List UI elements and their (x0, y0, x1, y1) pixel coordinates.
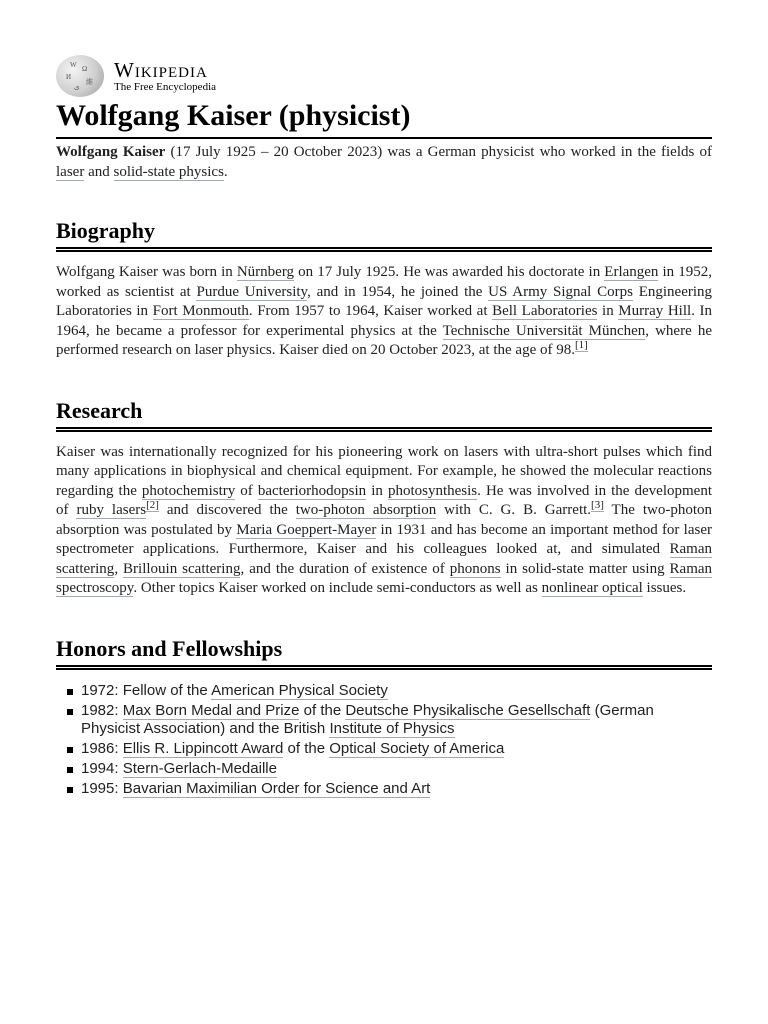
link-murray-hill[interactable]: Murray Hill (618, 303, 692, 319)
globe-glyph: 維 (86, 78, 93, 86)
research-paragraph (56, 443, 712, 599)
link-phonons[interactable]: phonons (449, 560, 501, 577)
honor-text: (German Physicist Association) and the British (81, 701, 654, 737)
honor-text: of the (299, 701, 346, 719)
subject-name: Wolfgang Kaiser (56, 144, 166, 160)
site-brand[interactable] (114, 57, 217, 93)
research-text: in (366, 482, 388, 499)
ref-link-3[interactable]: [3] (591, 499, 604, 511)
site-wordmark: Wikipedia (114, 57, 208, 82)
honors-list (56, 682, 712, 798)
reference-3 (591, 499, 604, 512)
research-text: . Other topics Kaiser worked on include semi-conductors as well as (133, 580, 542, 596)
bio-text: in 1952, worked as scientist at (56, 264, 712, 300)
bio-text: on 17 July 1925. He was awarded his doctorate in (294, 264, 605, 280)
research-text: Kaiser was internationally recognized for his pioneering work on lasers with ultra-short pulses which find many applications in biophysical and chemical equipment. For example, he showed the molecular reactions regarding the (56, 443, 712, 499)
site-tagline: The Free Encyclopedia (114, 80, 217, 93)
list-item (81, 740, 712, 758)
page-title: Wolfgang Kaiser (physicist) (56, 98, 712, 139)
link-two-photon-absorption[interactable]: two-photon absorption (295, 502, 437, 518)
link-erlangen[interactable]: Erlangen (604, 264, 659, 280)
link-lippincott-award[interactable]: Ellis R. Lippincott Award (122, 739, 284, 757)
biography-paragraph (56, 263, 712, 361)
globe-glyph: Ω (82, 65, 88, 73)
ref-link-2[interactable]: [2] (146, 499, 159, 511)
link-raman-spectroscopy[interactable]: Raman spectroscopy (56, 560, 713, 596)
globe-glyph: И (66, 73, 72, 81)
link-bavarian-maximilian-order[interactable]: Bavarian Maximilian Order for Science and Art (122, 779, 431, 797)
link-tu-munchen[interactable]: Technische Universität München (442, 322, 646, 339)
list-item (81, 702, 712, 738)
link-ruby-lasers[interactable]: ruby lasers (76, 502, 147, 518)
link-raman-scattering[interactable]: Raman scattering (56, 541, 712, 577)
globe-glyph: W (70, 61, 77, 69)
link-photochemistry[interactable]: photochemistry (141, 482, 236, 499)
link-fort-monmouth[interactable]: Fort Monmouth (152, 303, 249, 319)
lead-text: (17 July 1925 – 20 October 2023) was a German physicist who worked in the fields of (165, 144, 712, 160)
link-brillouin-scattering[interactable]: Brillouin scattering (123, 560, 241, 577)
lead-text: and (84, 163, 114, 180)
wikipedia-globe-logo-icon[interactable] (56, 55, 104, 97)
bio-text: . From 1957 to 1964, Kaiser worked at (248, 303, 493, 319)
reference-2 (146, 499, 159, 512)
research-text: , and the duration of existence of (240, 560, 450, 577)
list-item (81, 682, 712, 700)
bio-text: , and in 1954, he joined the (307, 283, 489, 300)
research-text: and discovered the (158, 502, 296, 518)
globe-glyph: ی (74, 83, 80, 91)
link-bacteriorhodopsin[interactable]: bacteriorhodopsin (257, 482, 367, 499)
link-bell-laboratories[interactable]: Bell Laboratories (492, 303, 598, 319)
bio-text: , where he performed research on laser physics. Kaiser died on 20 October 2023, at the age of 98. (56, 322, 712, 358)
research-text: with C. G. B. Garrett. (436, 502, 592, 518)
link-photosynthesis[interactable]: photosynthesis (387, 482, 478, 499)
link-stern-gerlach-medaille[interactable]: Stern-Gerlach-Medaille (122, 759, 277, 777)
link-institute-of-physics[interactable]: Institute of Physics (329, 719, 455, 737)
lead-text: . (223, 163, 228, 180)
ref-link-1[interactable]: [1] (575, 339, 588, 351)
honor-text: 1972: Fellow of the (81, 681, 212, 699)
heading-research: Research (56, 397, 712, 432)
research-text: in 1931 and has become an important method for laser spectrometer applications. Furthermore, Kaiser and his colleagues looked at, and simulated (56, 521, 712, 557)
bio-text: . In 1964, he became a professor for experimental physics at the (56, 303, 713, 339)
honor-text: 1994: (81, 759, 123, 777)
research-text: issues. (642, 580, 687, 596)
heading-honors: Honors and Fellowships (56, 635, 712, 670)
heading-biography: Biography (56, 217, 712, 252)
link-max-born-medal[interactable]: Max Born Medal and Prize (122, 701, 300, 719)
research-text: . He was involved in the development of (56, 482, 712, 518)
bio-text: Wolfgang Kaiser was born in (56, 264, 237, 280)
link-purdue-university[interactable]: Purdue University (196, 283, 308, 300)
bio-text: Engineering Laboratories in (56, 283, 713, 319)
link-american-physical-society[interactable]: American Physical Society (211, 681, 388, 699)
research-text: of (235, 482, 258, 499)
link-dpg[interactable]: Deutsche Physikalische Gesellschaft (345, 701, 591, 719)
reference-1 (575, 339, 588, 352)
article-page (56, 54, 712, 800)
bio-text: in (597, 303, 619, 319)
honor-text: 1995: (81, 779, 123, 797)
link-optical-society[interactable]: Optical Society of America (329, 739, 505, 757)
link-solid-state-physics[interactable]: solid-state physics (113, 163, 224, 180)
link-us-army-signal-corps[interactable]: US Army Signal Corps (488, 283, 633, 300)
link-laser[interactable]: laser (56, 163, 85, 180)
lead-paragraph (56, 143, 712, 182)
link-nonlinear-optical[interactable]: nonlinear optical (541, 580, 643, 596)
list-item (81, 780, 712, 798)
honor-text: of the (283, 739, 330, 757)
honor-text: 1982: (81, 701, 123, 719)
site-header (56, 54, 712, 98)
link-maria-goeppert-mayer[interactable]: Maria Goeppert-Mayer (236, 521, 377, 538)
link-nurnberg[interactable]: Nürnberg (236, 264, 295, 280)
research-text: The two-photon absorption was postulated by (56, 502, 713, 538)
research-text: in solid-state matter using (500, 560, 670, 577)
list-item (81, 760, 712, 778)
honor-text: 1986: (81, 739, 123, 757)
research-text: , (114, 560, 124, 577)
